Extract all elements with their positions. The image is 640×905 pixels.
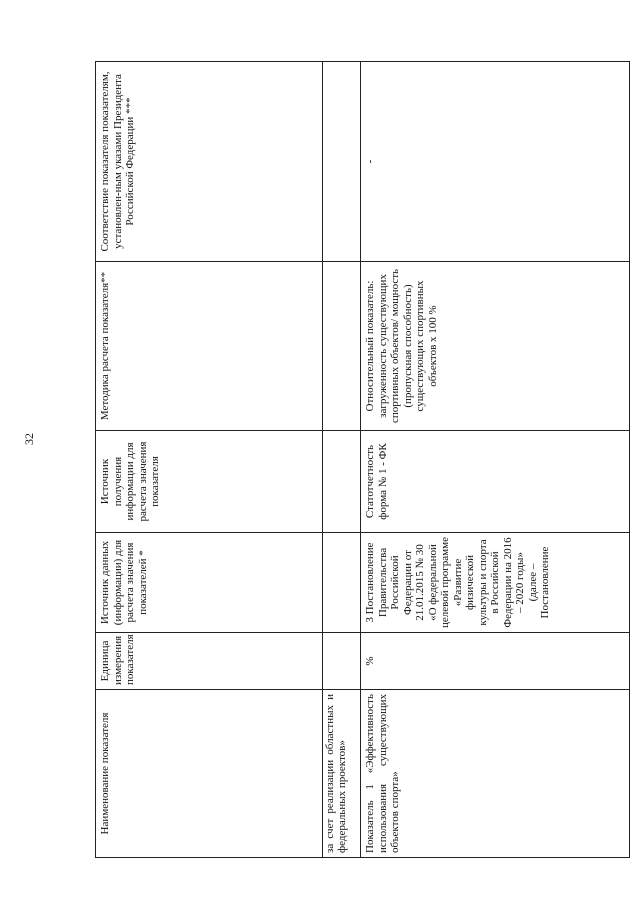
empty-cell: [322, 431, 361, 533]
table-header-row: [96, 62, 323, 858]
empty-cell: [322, 262, 361, 431]
header-name: Наименование показателя: [96, 690, 323, 858]
rotated-table-wrapper: [95, 62, 630, 858]
indicator-info-source: Статотчетность форма № 1 - ФК: [361, 431, 630, 533]
table-row: [361, 62, 630, 858]
indicator-name: Показатель 1 «Эффективность использования существующих объектов спорта»: [361, 690, 630, 858]
section-row-text: за счет реализации областных и федеральных проектов»: [322, 690, 361, 858]
header-info-source: Источник получения информации для расчета значения показателя: [96, 431, 323, 533]
indicator-compliance: -: [361, 62, 630, 262]
indicator-data-source: 3 Постановление Правительства Российской Федерации от 21.01.2015 № 30 «О федеральной целевой программе «Развитие физической культуры и спорта в Российской Федерации на 2016 – 2020 годы» (далее – Постановление: [361, 533, 630, 633]
empty-cell: [322, 633, 361, 690]
header-method: Методика расчета показателя**: [96, 262, 323, 431]
empty-cell: [322, 533, 361, 633]
indicator-method: Относительный показатель: загруженность существующих спортивных объектов/ мощность (пропускная способность) существующих спортивных объектов х 100 %: [361, 262, 630, 431]
header-unit: Единица измерения показателя: [96, 633, 323, 690]
header-compliance: Соответствие показателя показателям, установлен-ным указами Президента Российской Федерации ***: [96, 62, 323, 262]
header-data-source: Источник данных (информации) для расчета значения показателей *: [96, 533, 323, 633]
indicator-unit: %: [361, 633, 630, 690]
page-number: 32: [22, 433, 36, 445]
empty-cell: [322, 62, 361, 262]
section-row: [322, 62, 361, 858]
indicators-table: [95, 61, 630, 858]
